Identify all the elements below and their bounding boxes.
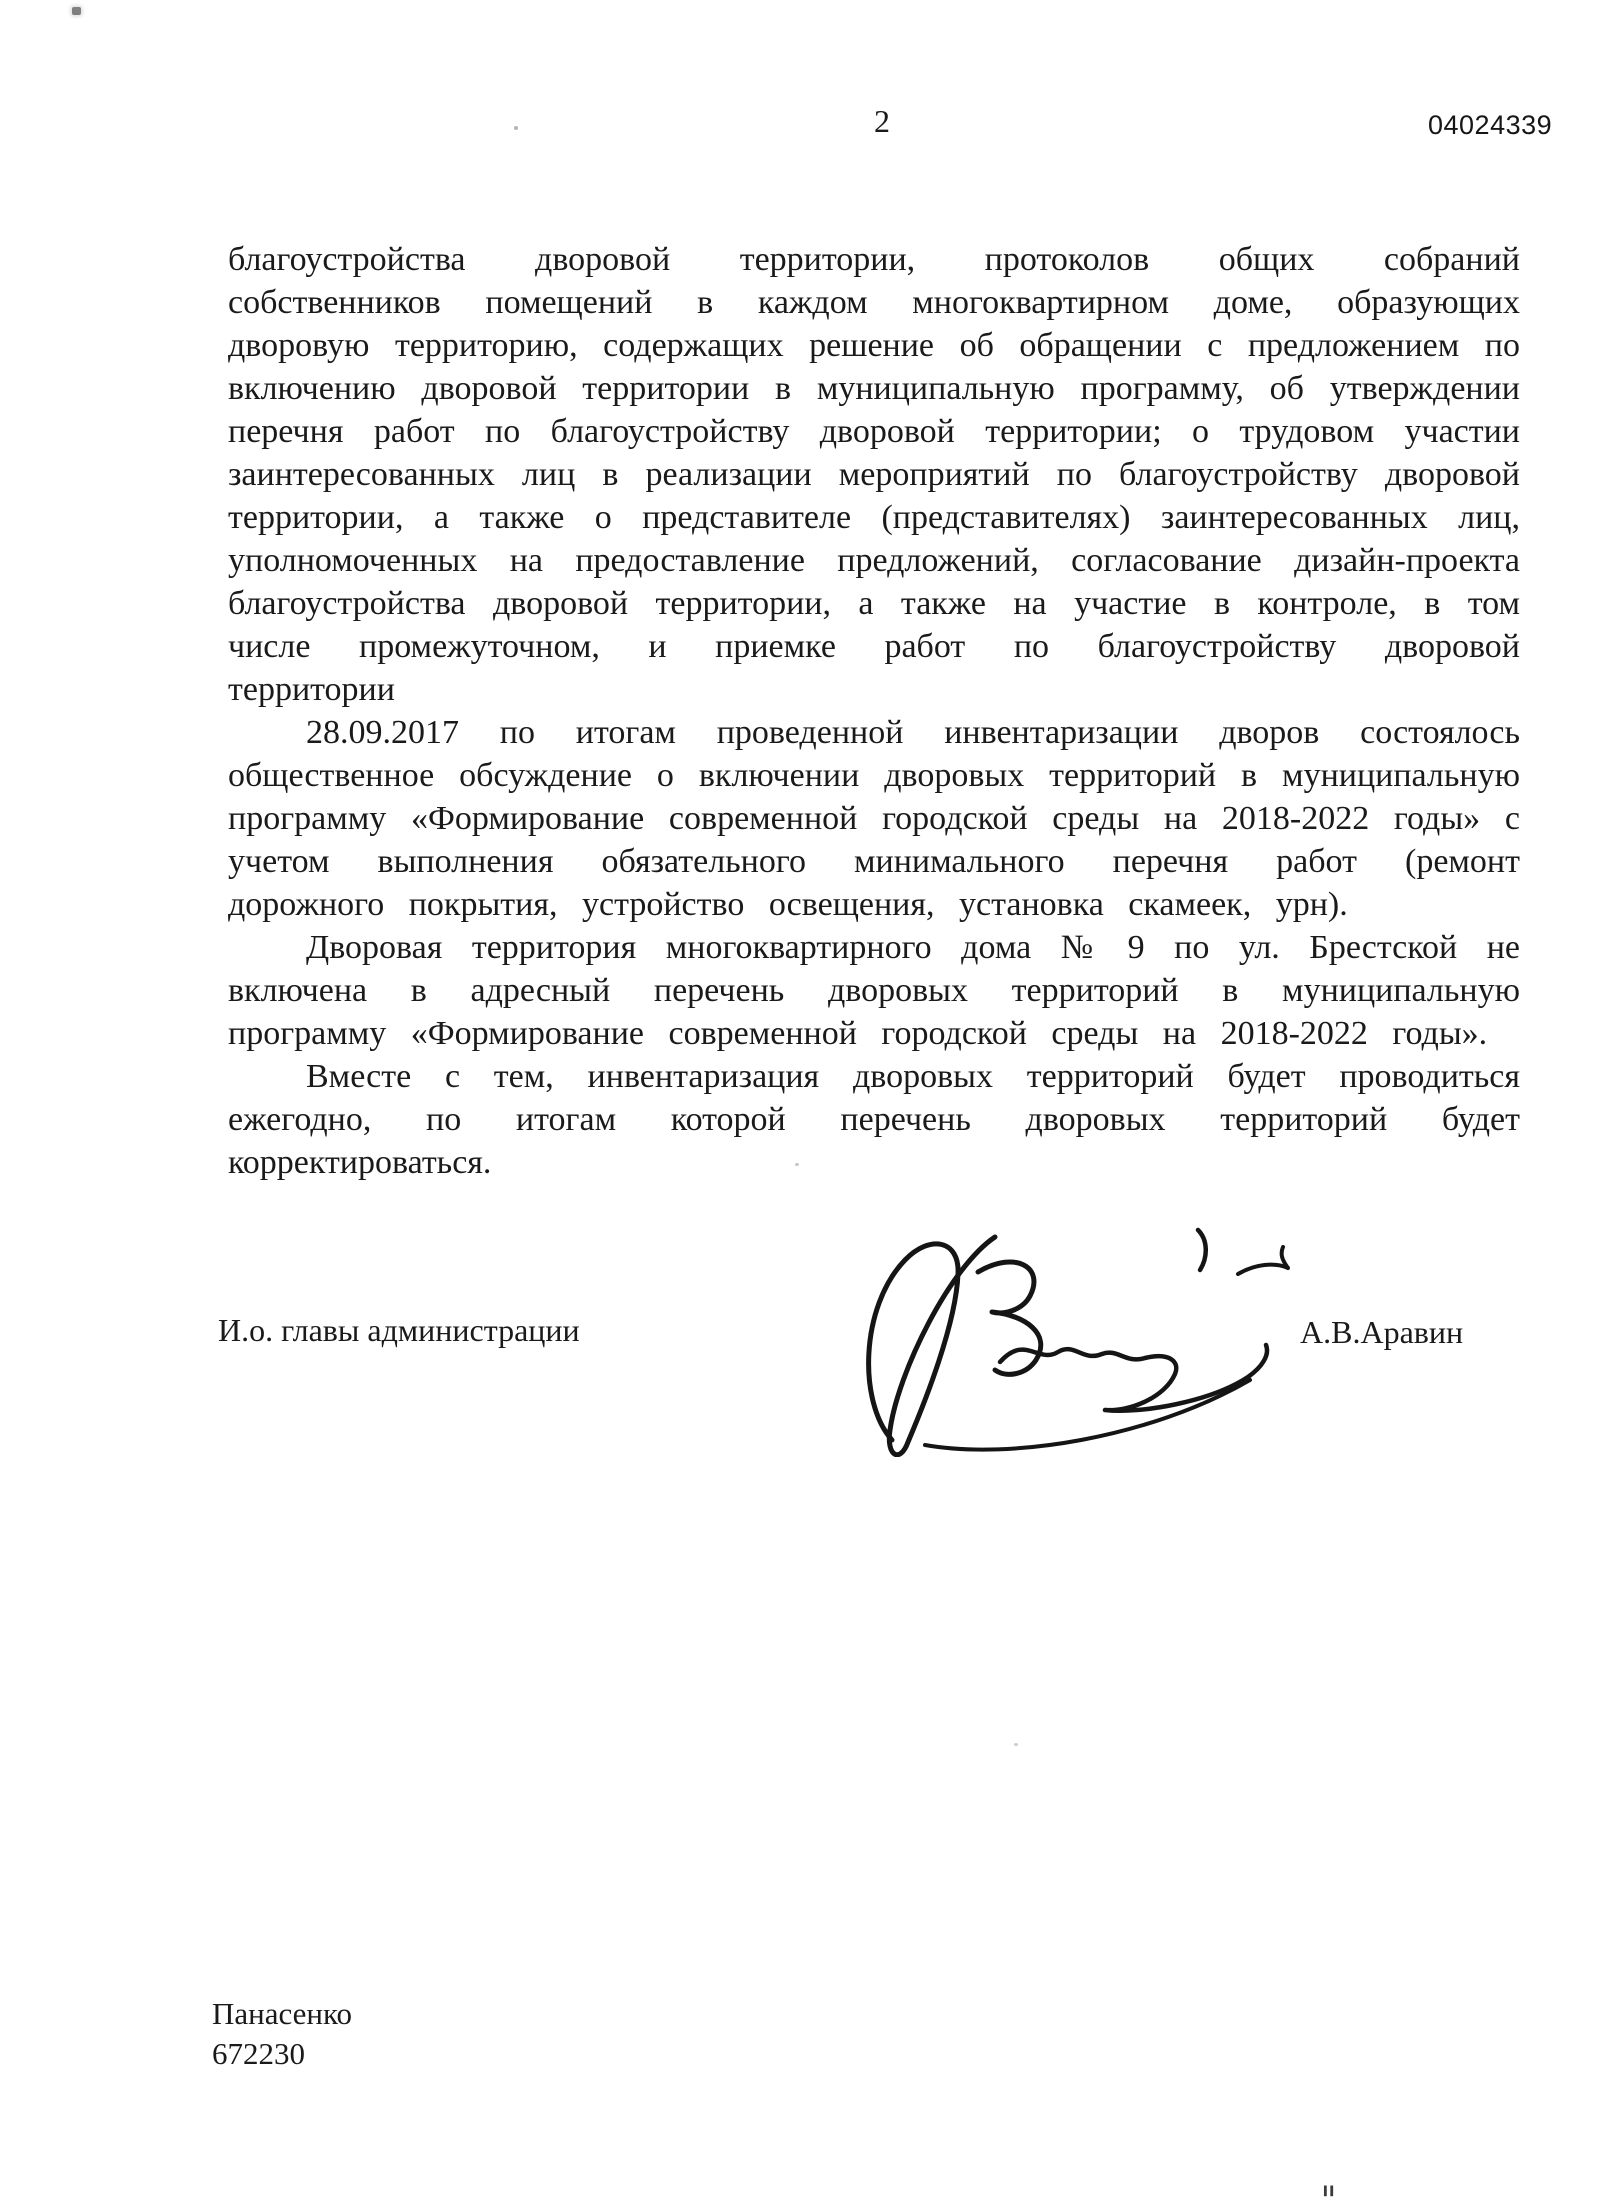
executor-block — [212, 1994, 352, 2074]
body-paragraph: Вместе с тем, инвентаризация дворовых территорий будет проводиться ежегодно, по итогам которой перечень дворовых территорий будет корректироваться. — [228, 1058, 1520, 1181]
page-number: 2 — [874, 103, 890, 139]
scan-artifact-speck — [1014, 1743, 1018, 1746]
scan-artifact-speck — [795, 1163, 799, 1166]
body-paragraph: Дворовая территория многоквартирного дома № 9 по ул. Брестской не включена в адресный перечень дворовых территорий в муниципальную программу «Формирование современной городской среды на 2018-2022 годы». — [228, 929, 1520, 1052]
signatory-name: А.В.Аравин — [1300, 1314, 1464, 1350]
scan-artifact-speck — [72, 7, 81, 15]
body-paragraph: 28.09.2017 по итогам проведенной инвентаризации дворов состоялось общественное обсуждение о включении дворовых территорий в муниципальную программу «Формирование современной городской среды на 2018-2022 годы» с учетом выполнения обязательного минимального перечня работ (ремонт дорожного покрытия, устройство освещения, установка скамеек, урн). — [228, 714, 1520, 923]
executor-name: Панасенко — [212, 1996, 352, 2031]
document-body — [228, 238, 1520, 1184]
document-registration-number: 04024339 — [1428, 110, 1553, 140]
scan-artifact-mark: ▌▌ — [1324, 2187, 1337, 2197]
scan-artifact-speck — [514, 126, 518, 130]
executor-phone: 672230 — [212, 2036, 305, 2071]
signatory-position-label: И.о. главы администрации — [218, 1312, 580, 1348]
handwritten-signature-icon — [830, 1212, 1330, 1457]
body-paragraph: благоустройства дворовой территории, протоколов общих собраний собственников помещений в каждом многоквартирном доме, образующих дворовую территорию, содержащих решение об обращении с предложением по включению дворовой территории в муниципальную программу, об утверждении перечня работ по благоустройству дворовой территории; о трудовом участии заинтересованных лиц в реализации мероприятий по благоустройству дворовой территории, а также о представителе (представителях) заинтересованных лиц, уполномоченных на предоставление предложений, согласование дизайн-проекта благоустройства дворовой территории, а также на участие в контроле, в том числе промежуточном, и приемке работ по благоустройству дворовой территории — [228, 241, 1520, 708]
